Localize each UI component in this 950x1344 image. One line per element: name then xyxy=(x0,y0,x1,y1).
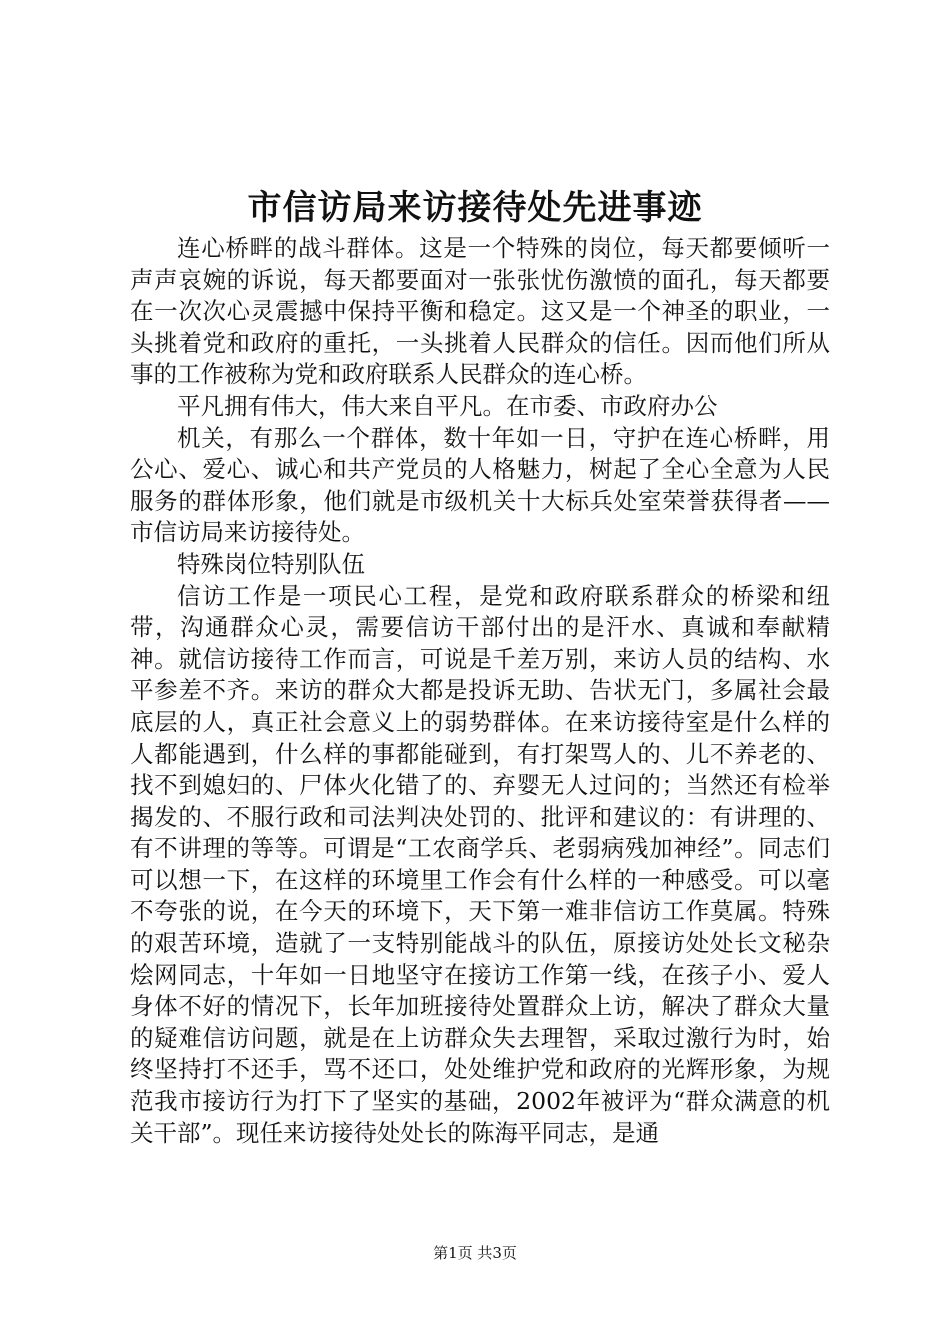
section-heading-special-post: 特殊岗位特别队伍 xyxy=(177,549,365,578)
document-body xyxy=(130,233,830,1149)
paragraph-intro: 连心桥畔的战斗群体。这是一个特殊的岗位，每天都要倾听一声声哀婉的诉说，每天都要面对一张张忧伤激愤的面孔，每天都要在一次次心灵震撼中保持平衡和稳定。这又是一个神圣的职业，一头挑着党和政府的重托，一头挑着人民群众的信任。因而他们所从事的工作被称为党和政府联系人民群众的连心桥。 xyxy=(130,234,830,389)
document-title: 市信访局来访接待处先进事迹 xyxy=(247,188,703,228)
paragraph-group-description: 机关，有那么一个群体，数十年如一日，守护在连心桥畔，用公心、爱心、诚心和共产党员的人格魅力，树起了全心全意为人民服务的群体形象，他们就是市级机关十大标兵处室荣誉获得者——市信访局来访接待处。 xyxy=(130,423,830,547)
page-footer: 第1页 共3页 xyxy=(433,1244,517,1262)
paragraph-petition-work: 信访工作是一项民心工程，是党和政府联系群众的桥梁和纽带，沟通群众心灵，需要信访干部付出的是汗水、真诚和奉献精神。就信访接待工作而言，可说是千差万别，来访人员的结构、水平参差不齐。来访的群众大都是投诉无助、告状无门，多属社会最底层的人，真正社会意义上的弱势群体。在来访接待室是什么样的人都能遇到，什么样的事都能碰到，有打架骂人的、儿不养老的、找不到媳妇的、尸体火化错了的、弃婴无人过问的；当然还有检举揭发的、不服行政和司法判决处罚的、批评和建议的：有讲理的、有不讲理的等等。可谓是“工农商学兵、老弱病残加神经”。同志们可以想一下，在这样的环境里工作会有什么样的一种感受。可以毫不夸张的说，在今天的环境下，天下第一难非信访工作莫属。特殊的艰苦环境，造就了一支特别能战斗的队伍，原接访处处长文秘杂烩网同志，十年如一日地坚守在接访工作第一线，在孩子小、爱人身体不好的情况下，长年加班接待处置群众上访，解决了群众大量的疑难信访问题，就是在上访群众失去理智，采取过激行为时，始终坚持打不还手，骂不还口，处处维护党和政府的光辉形象，为规范我市接访行为打下了坚实的基础，2002年被评为“群众满意的机关干部”。现任来访接待处处长的陈海平同志，是通 xyxy=(130,581,830,1147)
paragraph-ordinary-greatness: 平凡拥有伟大，伟大来自平凡。在市委、市政府办公 xyxy=(177,391,718,420)
